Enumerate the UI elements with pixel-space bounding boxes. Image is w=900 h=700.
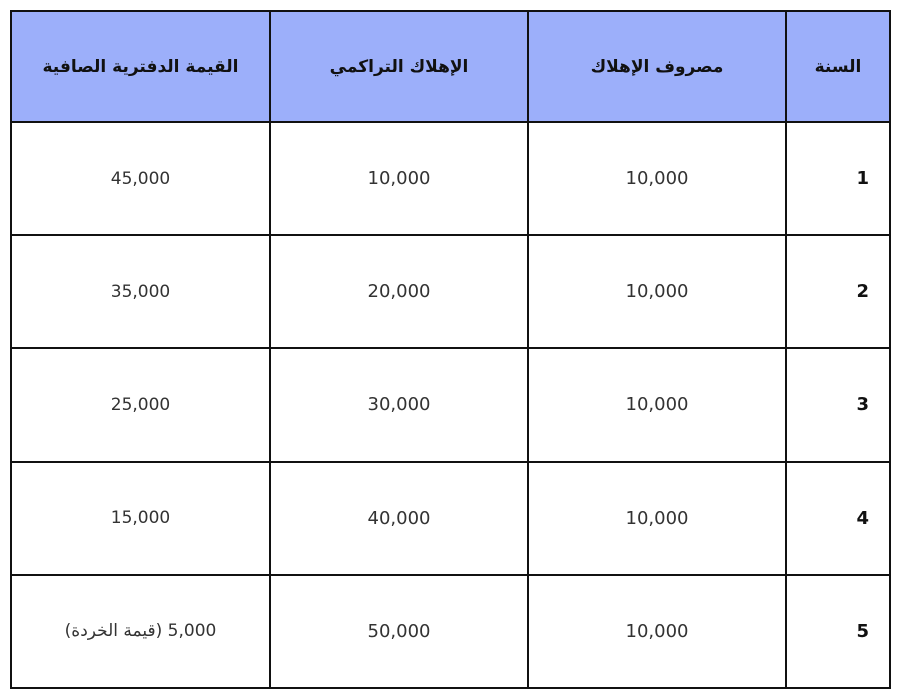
cell-net-book-value: 15,000 bbox=[11, 462, 270, 575]
cell-expense: 10,000 bbox=[528, 575, 786, 688]
cell-net-book-value: 35,000 bbox=[11, 235, 270, 348]
cell-year: 5 bbox=[786, 575, 890, 688]
cell-accumulated: 10,000 bbox=[270, 122, 528, 235]
cell-year: 4 bbox=[786, 462, 890, 575]
cell-year: 1 bbox=[786, 122, 890, 235]
header-net-book-value: القيمة الدفترية الصافية bbox=[11, 11, 270, 122]
cell-net-book-value: 25,000 bbox=[11, 348, 270, 461]
cell-accumulated: 40,000 bbox=[270, 462, 528, 575]
cell-net-book-value: 45,000 bbox=[11, 122, 270, 235]
cell-year: 2 bbox=[786, 235, 890, 348]
header-year: السنة bbox=[786, 11, 890, 122]
table-row bbox=[11, 575, 890, 688]
cell-accumulated: 20,000 bbox=[270, 235, 528, 348]
header-depreciation-expense: مصروف الإهلاك bbox=[528, 11, 786, 122]
cell-expense: 10,000 bbox=[528, 348, 786, 461]
header-row bbox=[11, 11, 890, 122]
cell-net-book-value: 5,000 (قيمة الخردة) bbox=[11, 575, 270, 688]
cell-expense: 10,000 bbox=[528, 235, 786, 348]
table-row bbox=[11, 462, 890, 575]
cell-accumulated: 30,000 bbox=[270, 348, 528, 461]
cell-expense: 10,000 bbox=[528, 462, 786, 575]
table-row bbox=[11, 235, 890, 348]
depreciation-table bbox=[10, 10, 891, 689]
cell-accumulated: 50,000 bbox=[270, 575, 528, 688]
cell-expense: 10,000 bbox=[528, 122, 786, 235]
table-row bbox=[11, 348, 890, 461]
cell-year: 3 bbox=[786, 348, 890, 461]
header-accumulated-depreciation: الإهلاك التراكمي bbox=[270, 11, 528, 122]
table-row bbox=[11, 122, 890, 235]
